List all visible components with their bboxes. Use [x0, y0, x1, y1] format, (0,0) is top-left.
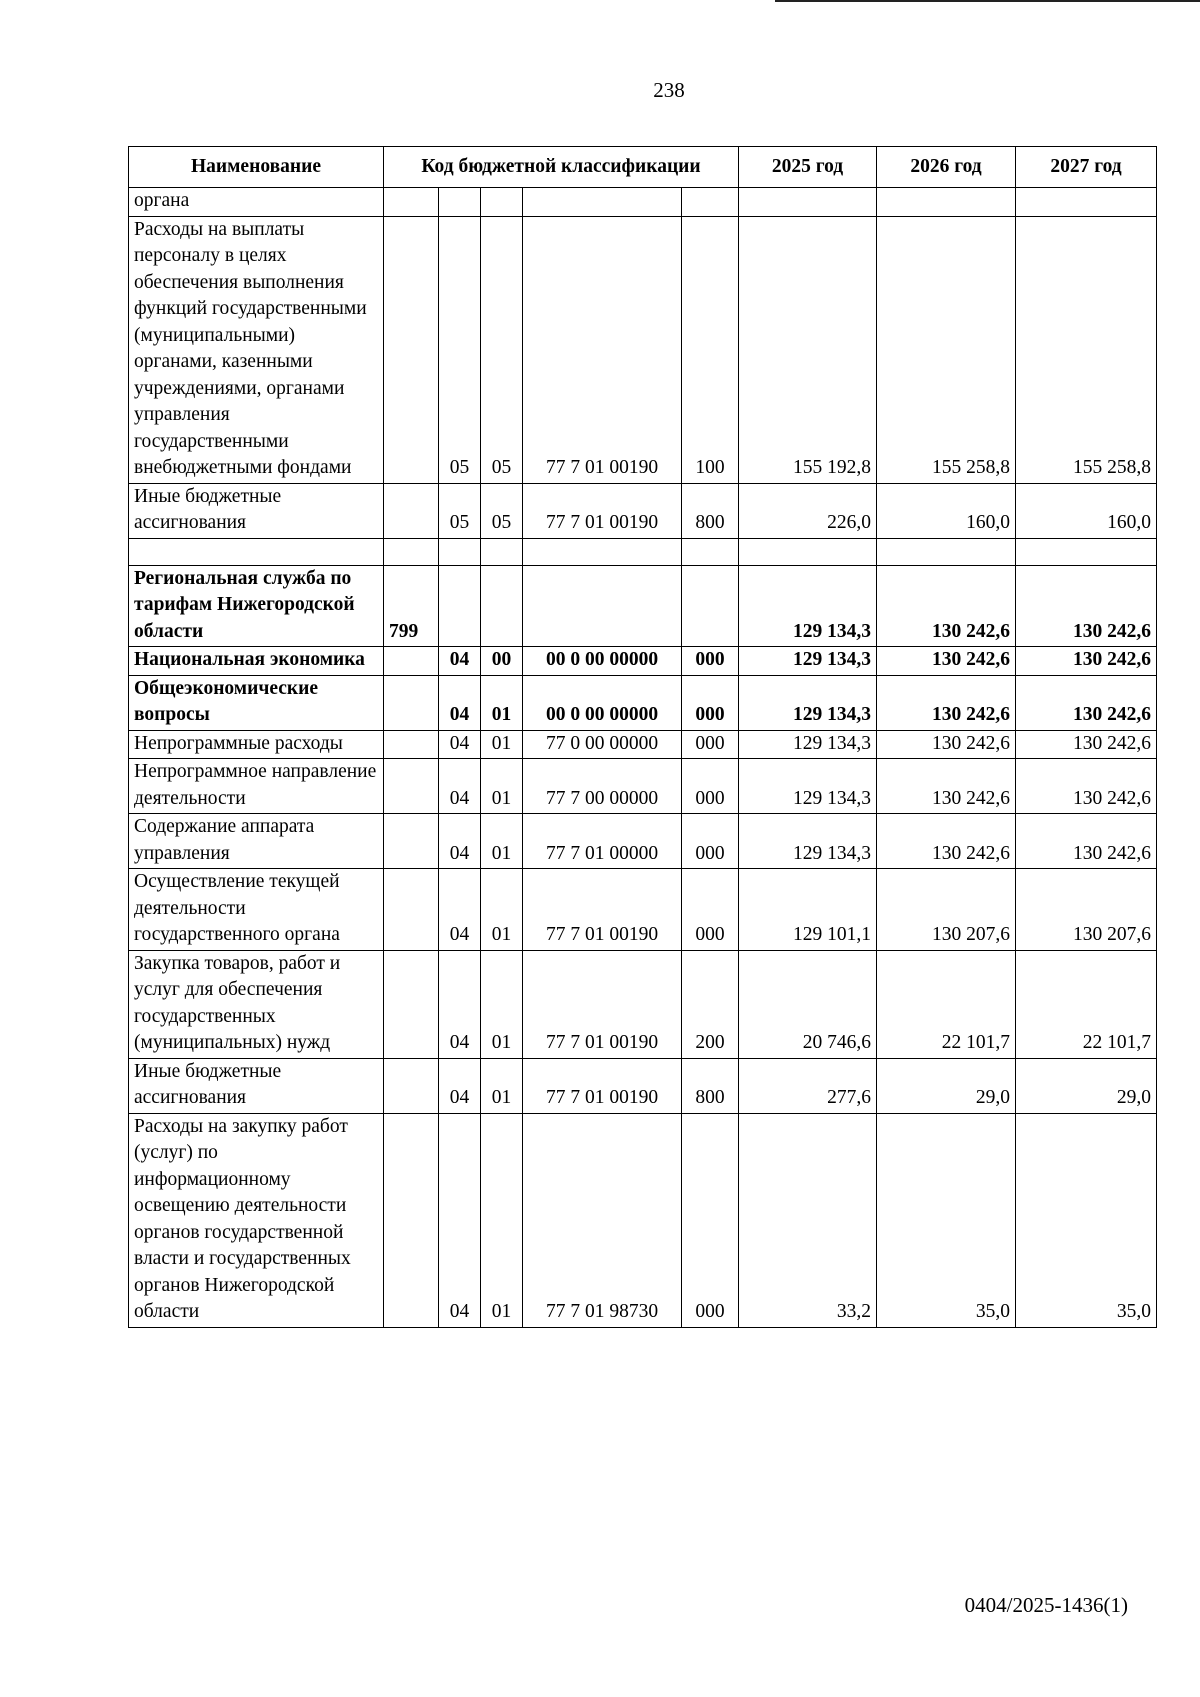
row-section: 04	[439, 950, 481, 1058]
row-expense-type: 800	[682, 483, 739, 538]
row-value-2026: 130 242,6	[877, 647, 1016, 676]
row-expense-type	[682, 538, 739, 565]
row-target-article: 77 7 00 00000	[523, 759, 682, 814]
row-gl	[384, 188, 439, 217]
row-expense-type: 000	[682, 1113, 739, 1327]
row-target-article	[523, 188, 682, 217]
table-row	[129, 188, 1157, 217]
row-expense-type: 000	[682, 759, 739, 814]
row-value-2027: 130 242,6	[1016, 565, 1157, 647]
row-value-2025	[739, 538, 877, 565]
row-subsection: 01	[481, 730, 523, 759]
row-value-2027: 35,0	[1016, 1113, 1157, 1327]
row-value-2027	[1016, 188, 1157, 217]
row-value-2027: 130 242,6	[1016, 675, 1157, 730]
row-target-article: 77 7 01 00190	[523, 216, 682, 483]
document-code: 0404/2025-1436(1)	[964, 1593, 1128, 1617]
row-gl: 799	[384, 565, 439, 647]
page-number: 238	[653, 78, 685, 102]
row-section: 05	[439, 483, 481, 538]
table-row	[129, 814, 1157, 869]
row-value-2026: 130 242,6	[877, 759, 1016, 814]
row-section: 05	[439, 216, 481, 483]
table-row	[129, 950, 1157, 1058]
row-name: Национальная экономика	[129, 647, 384, 676]
row-value-2026: 130 242,6	[877, 730, 1016, 759]
row-target-article: 00 0 00 00000	[523, 675, 682, 730]
row-section: 04	[439, 647, 481, 676]
row-section: 04	[439, 730, 481, 759]
table-row	[129, 1058, 1157, 1113]
row-expense-type: 000	[682, 869, 739, 951]
table-row	[129, 647, 1157, 676]
row-value-2027	[1016, 538, 1157, 565]
row-value-2027: 22 101,7	[1016, 950, 1157, 1058]
row-gl	[384, 538, 439, 565]
table-row	[129, 869, 1157, 951]
header-code: Код бюджетной классификации	[384, 147, 739, 188]
row-section	[439, 538, 481, 565]
row-subsection	[481, 538, 523, 565]
row-name: Осуществление текущей деятельности государственного органа	[129, 869, 384, 951]
row-expense-type: 000	[682, 675, 739, 730]
row-value-2027: 160,0	[1016, 483, 1157, 538]
table-row-empty	[129, 538, 1157, 565]
row-gl	[384, 216, 439, 483]
table-row	[129, 730, 1157, 759]
row-value-2025: 129 134,3	[739, 730, 877, 759]
table-row	[129, 565, 1157, 647]
row-value-2027: 130 207,6	[1016, 869, 1157, 951]
row-subsection: 05	[481, 483, 523, 538]
row-value-2025: 33,2	[739, 1113, 877, 1327]
row-value-2026: 29,0	[877, 1058, 1016, 1113]
budget-table	[128, 146, 1157, 1328]
row-value-2026: 35,0	[877, 1113, 1016, 1327]
row-target-article: 00 0 00 00000	[523, 647, 682, 676]
row-value-2027: 29,0	[1016, 1058, 1157, 1113]
row-subsection: 01	[481, 950, 523, 1058]
row-subsection	[481, 188, 523, 217]
row-section: 04	[439, 1058, 481, 1113]
table-row	[129, 675, 1157, 730]
row-name: Расходы на выплаты персоналу в целях обеспечения выполнения функций государственными (муниципальными) органами, казенными учреждениями, органами управления государственными внебюджетными фондами	[129, 216, 384, 483]
row-value-2025	[739, 188, 877, 217]
row-name: Расходы на закупку работ (услуг) по информационному освещению деятельности органов государственной власти и государственных органов Нижегородской области	[129, 1113, 384, 1327]
row-gl	[384, 1058, 439, 1113]
row-name: Общеэкономические вопросы	[129, 675, 384, 730]
row-section	[439, 188, 481, 217]
row-value-2026: 155 258,8	[877, 216, 1016, 483]
header-2026: 2026 год	[877, 147, 1016, 188]
row-value-2027: 130 242,6	[1016, 730, 1157, 759]
row-subsection: 01	[481, 1113, 523, 1327]
row-subsection: 01	[481, 869, 523, 951]
row-subsection: 01	[481, 675, 523, 730]
row-value-2026	[877, 188, 1016, 217]
row-value-2026: 22 101,7	[877, 950, 1016, 1058]
row-expense-type: 000	[682, 730, 739, 759]
header-name: Наименование	[129, 147, 384, 188]
row-value-2025: 129 101,1	[739, 869, 877, 951]
row-gl	[384, 814, 439, 869]
row-name: Непрограммное направление деятельности	[129, 759, 384, 814]
row-target-article: 77 7 01 00190	[523, 1058, 682, 1113]
row-value-2025: 129 134,3	[739, 759, 877, 814]
row-name: органа	[129, 188, 384, 217]
row-value-2027: 130 242,6	[1016, 814, 1157, 869]
row-expense-type: 100	[682, 216, 739, 483]
row-subsection	[481, 565, 523, 647]
row-target-article	[523, 565, 682, 647]
row-value-2027: 155 258,8	[1016, 216, 1157, 483]
header-2027: 2027 год	[1016, 147, 1157, 188]
row-target-article: 77 7 01 00190	[523, 483, 682, 538]
row-value-2026: 160,0	[877, 483, 1016, 538]
top-edge-line	[775, 0, 1200, 2]
row-value-2026: 130 242,6	[877, 675, 1016, 730]
row-gl	[384, 483, 439, 538]
row-subsection: 00	[481, 647, 523, 676]
row-value-2027: 130 242,6	[1016, 647, 1157, 676]
row-expense-type: 000	[682, 814, 739, 869]
row-target-article: 77 0 00 00000	[523, 730, 682, 759]
row-value-2026: 130 207,6	[877, 869, 1016, 951]
row-gl	[384, 730, 439, 759]
row-target-article	[523, 538, 682, 565]
row-target-article: 77 7 01 98730	[523, 1113, 682, 1327]
row-section: 04	[439, 869, 481, 951]
row-section: 04	[439, 1113, 481, 1327]
row-name: Содержание аппарата управления	[129, 814, 384, 869]
row-expense-type	[682, 188, 739, 217]
row-subsection: 05	[481, 216, 523, 483]
row-section: 04	[439, 814, 481, 869]
row-gl	[384, 675, 439, 730]
table-header-row	[129, 147, 1157, 188]
row-section	[439, 565, 481, 647]
table-row	[129, 216, 1157, 483]
row-gl	[384, 869, 439, 951]
row-value-2027: 130 242,6	[1016, 759, 1157, 814]
row-expense-type: 000	[682, 647, 739, 676]
row-expense-type: 200	[682, 950, 739, 1058]
row-gl	[384, 647, 439, 676]
row-value-2025: 277,6	[739, 1058, 877, 1113]
table-row	[129, 483, 1157, 538]
row-name: Иные бюджетные ассигнования	[129, 483, 384, 538]
row-value-2025: 226,0	[739, 483, 877, 538]
row-value-2026	[877, 538, 1016, 565]
row-name: Закупка товаров, работ и услуг для обеспечения государственных (муниципальных) нужд	[129, 950, 384, 1058]
row-target-article: 77 7 01 00000	[523, 814, 682, 869]
row-name: Непрограммные расходы	[129, 730, 384, 759]
row-target-article: 77 7 01 00190	[523, 950, 682, 1058]
table-row	[129, 759, 1157, 814]
row-gl	[384, 1113, 439, 1327]
row-target-article: 77 7 01 00190	[523, 869, 682, 951]
row-subsection: 01	[481, 1058, 523, 1113]
row-subsection: 01	[481, 814, 523, 869]
row-gl	[384, 950, 439, 1058]
row-section: 04	[439, 759, 481, 814]
row-value-2026: 130 242,6	[877, 814, 1016, 869]
row-value-2025: 129 134,3	[739, 565, 877, 647]
row-expense-type	[682, 565, 739, 647]
row-value-2025: 155 192,8	[739, 216, 877, 483]
row-value-2025: 129 134,3	[739, 675, 877, 730]
table-row	[129, 1113, 1157, 1327]
row-value-2025: 20 746,6	[739, 950, 877, 1058]
row-name: Иные бюджетные ассигнования	[129, 1058, 384, 1113]
row-name: Региональная служба по тарифам Нижегородской области	[129, 565, 384, 647]
row-value-2026: 130 242,6	[877, 565, 1016, 647]
row-subsection: 01	[481, 759, 523, 814]
row-expense-type: 800	[682, 1058, 739, 1113]
row-section: 04	[439, 675, 481, 730]
row-gl	[384, 759, 439, 814]
row-value-2025: 129 134,3	[739, 814, 877, 869]
header-2025: 2025 год	[739, 147, 877, 188]
row-value-2025: 129 134,3	[739, 647, 877, 676]
row-name	[129, 538, 384, 565]
